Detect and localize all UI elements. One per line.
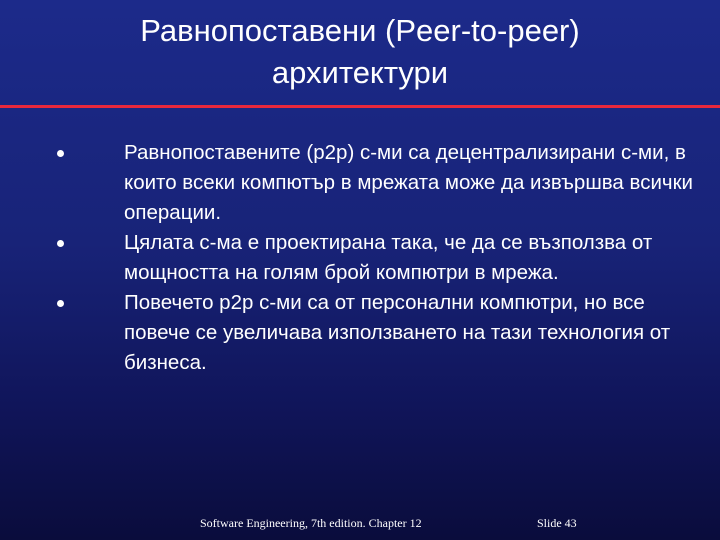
footer-slide-number: Slide 43 <box>537 516 577 530</box>
slide-title-line-2: архитектури <box>271 55 449 90</box>
slide-title <box>60 10 660 94</box>
bullet-text-2: Цялата с-ма е проектирана така, че да се възползва от мощността на голям брой компютри в мрежа. <box>124 231 653 284</box>
bullet-dot-icon <box>57 240 64 247</box>
bullet-dot-icon <box>57 300 64 307</box>
bullet-item-2 <box>0 228 720 288</box>
bullet-item-3 <box>0 288 720 378</box>
bullet-list <box>0 138 720 378</box>
bullet-item-1 <box>0 138 720 228</box>
title-divider <box>0 105 720 108</box>
bullet-text-1: Равнопоставените (p2p) с-ми са децентрализирани с-ми, в които всеки компютър в мрежата може да извършва всички операции. <box>124 141 693 224</box>
bullet-text-3: Повечето p2p с-ми са от персонални компютри, но все повече се увеличава използването на тази технология от бизнеса. <box>124 291 671 374</box>
bullet-dot-icon <box>57 150 64 157</box>
slide-title-line-1: Равнопоставени (Peer-to-peer) <box>140 13 580 48</box>
footer-book-title: Software Engineering, 7th edition. Chapter 12 <box>200 516 422 530</box>
